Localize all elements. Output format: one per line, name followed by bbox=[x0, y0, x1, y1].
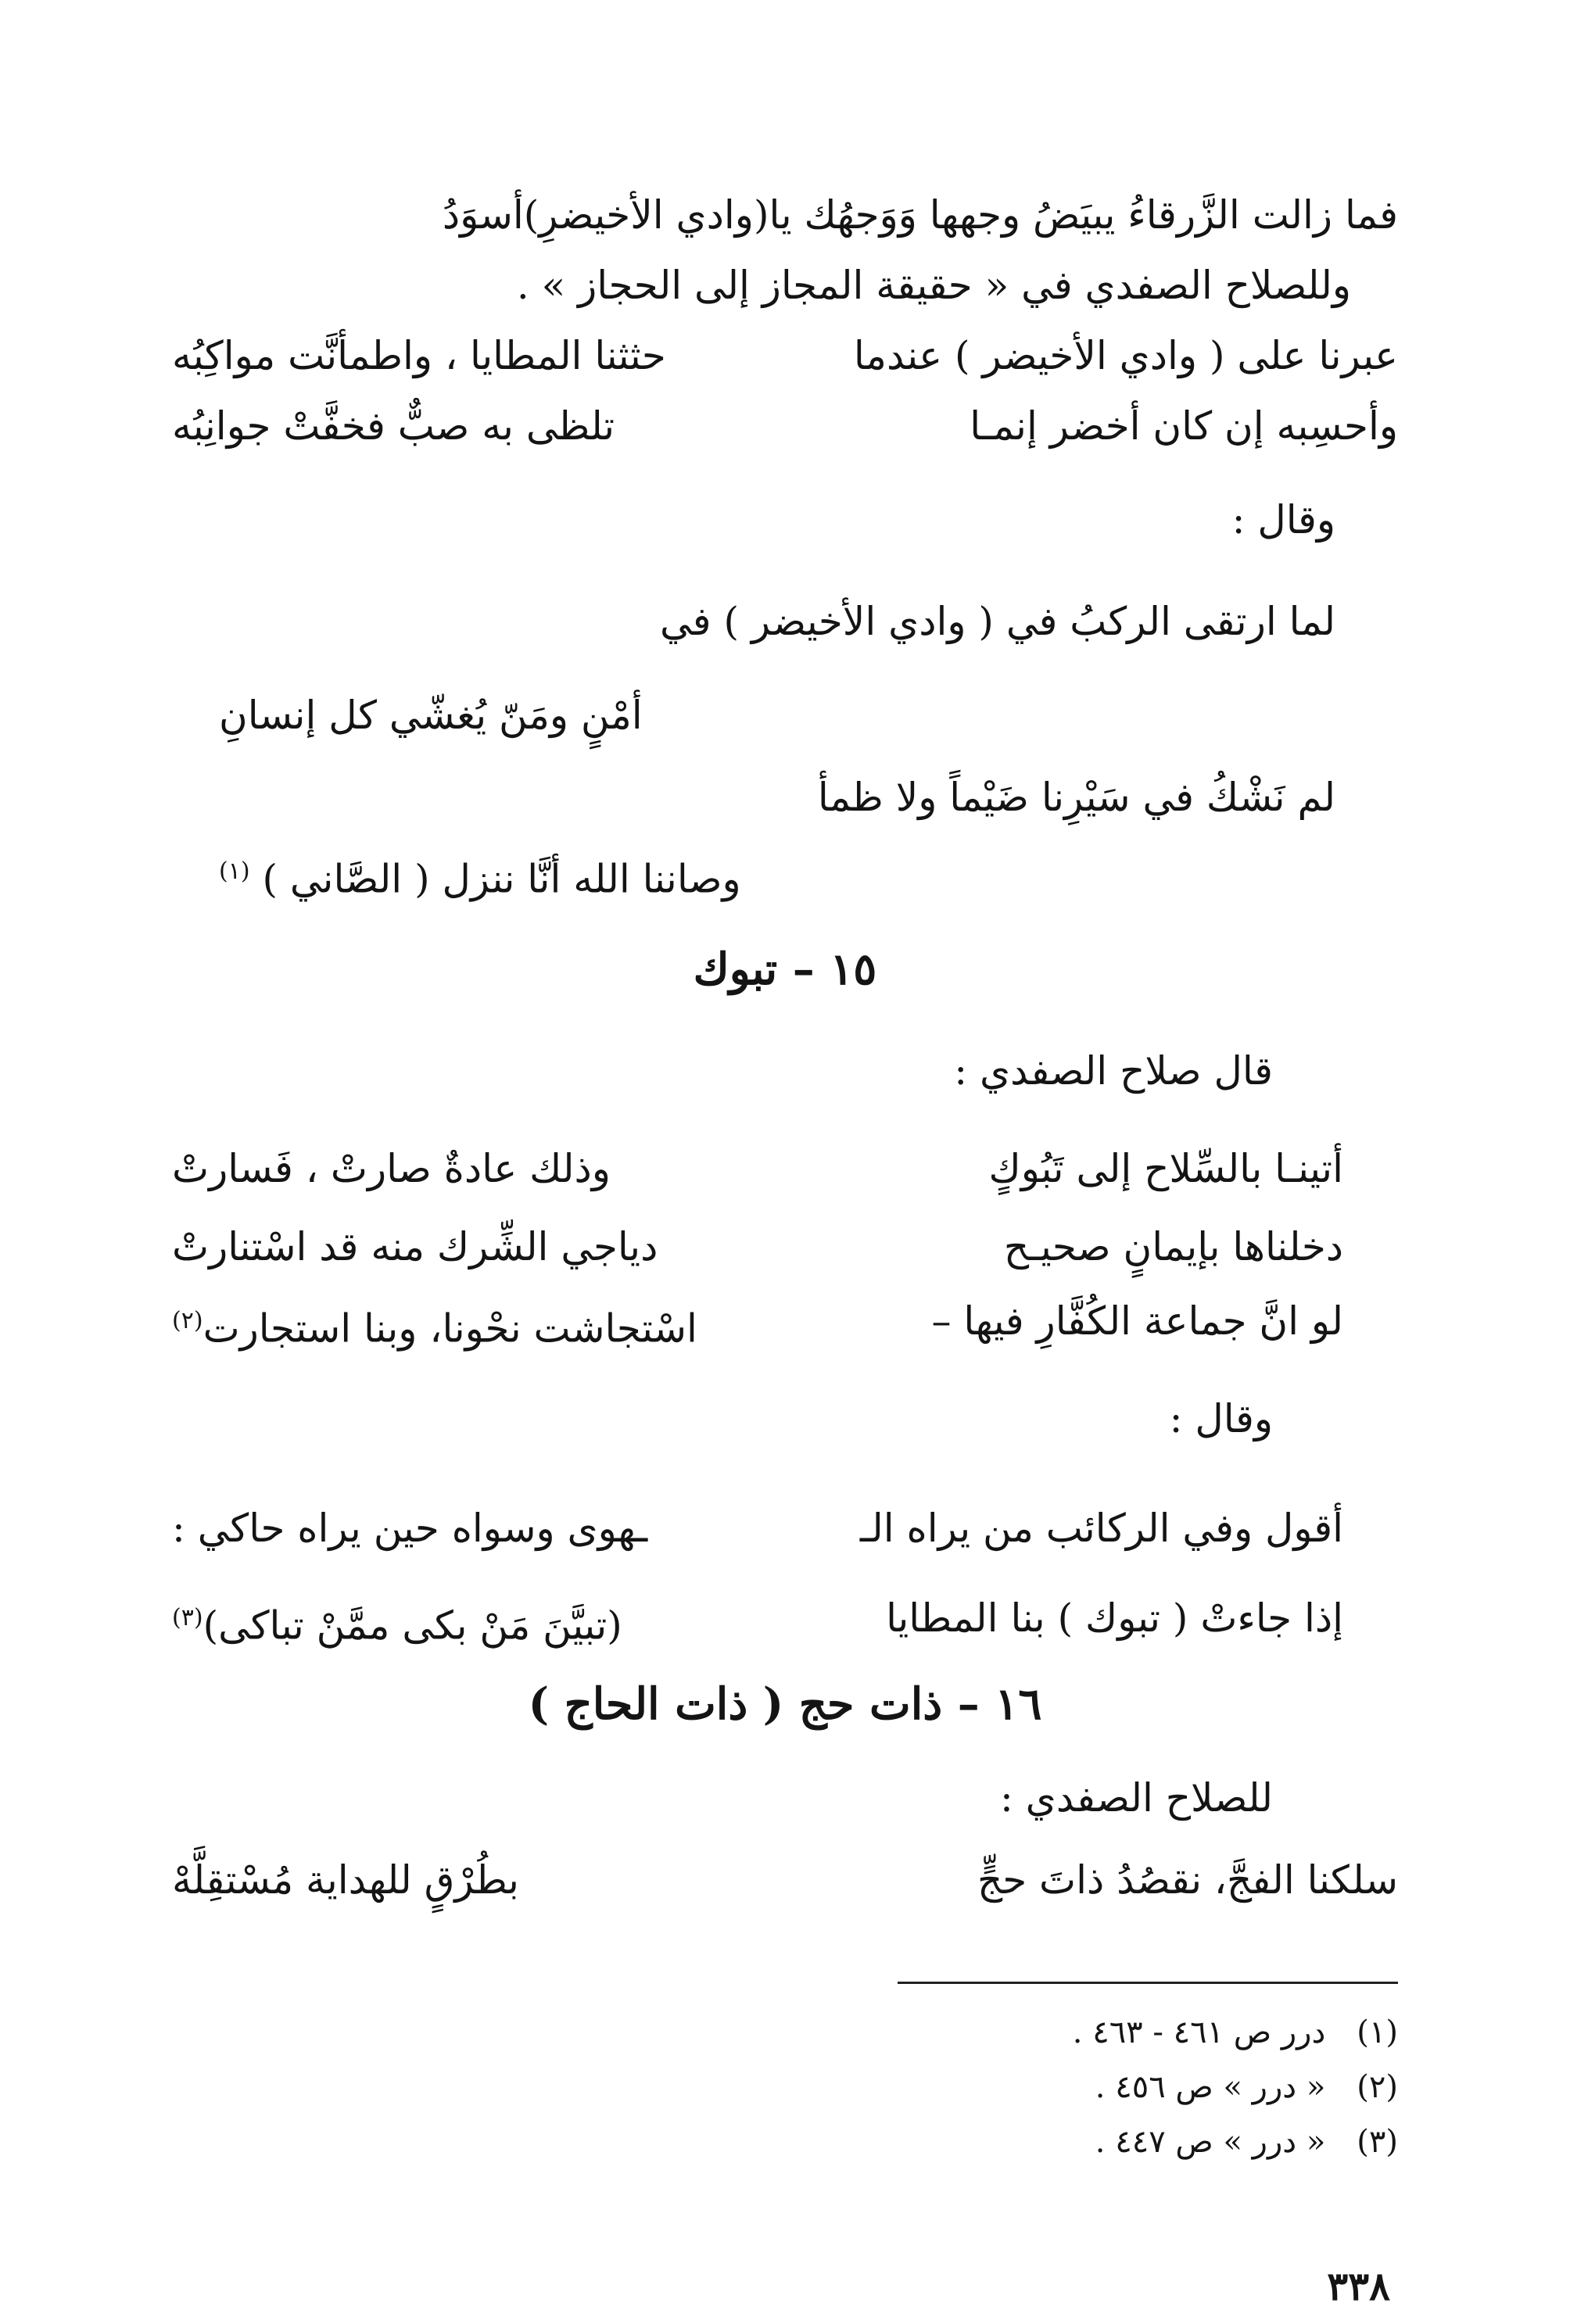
prose-line-safadi: وللصلاح الصفدي في « حقيقة المجاز إلى الحجاز » . bbox=[516, 263, 1351, 308]
section-15-heading: ١٥ – تبوك bbox=[693, 944, 877, 995]
hemistich-left: وذلك عادةٌ صارتْ ، فَسارتْ bbox=[172, 1146, 611, 1191]
s15b-verse-1 bbox=[172, 1501, 1398, 1556]
hemistich-left-text: (تبيَّنَ مَنْ بكى ممَّنْ تباكى) bbox=[203, 1602, 622, 1649]
footnote-ref-1: (١) bbox=[219, 858, 250, 885]
footnote-text: « درر » ص ٤٥٦ . bbox=[1095, 2069, 1326, 2105]
poem2-line-3: لم نَشْكُ في سَيْرِنا ضَيْماً ولا ظمأ bbox=[817, 775, 1335, 820]
footnote-1 bbox=[1073, 2009, 1398, 2056]
footnote-text: « درر » ص ٤٤٧ . bbox=[1095, 2124, 1326, 2160]
waqal-label-2: وقال : bbox=[1169, 1396, 1273, 1441]
poem1-verse-1 bbox=[172, 328, 1398, 383]
s15-verse-1 bbox=[172, 1141, 1398, 1196]
hemistich-right: سلكنا الفجَّ، نقصُدُ ذاتَ حجٍّ bbox=[977, 1857, 1398, 1903]
poem2-line-1: لما ارتقى الركبُ في ( وادي الأخيضر ) في bbox=[659, 599, 1335, 644]
footnote-number: (١) bbox=[1357, 2014, 1398, 2050]
footnote-3 bbox=[1095, 2118, 1398, 2165]
s15-verse-2 bbox=[172, 1219, 1398, 1274]
hemistich-right: عبرنا على ( وادي الأخيضر ) عندما bbox=[853, 333, 1398, 378]
hemistich-right: أتينـا بالسِّلاح إلى تَبُوكٍ bbox=[988, 1146, 1343, 1191]
section-15-intro: قال صلاح الصفدي : bbox=[954, 1048, 1273, 1094]
hemistich-left: حثثنا المطايا ، واطمأنَّت مواكِبُه bbox=[172, 333, 666, 378]
footnote-2 bbox=[1095, 2064, 1398, 2111]
page-number: ٣٣٨ bbox=[1327, 2263, 1390, 2309]
s16-verse-1 bbox=[172, 1853, 1398, 1907]
section-16-intro: للصلاح الصفدي : bbox=[999, 1775, 1273, 1821]
footnote-ref-3: (٣) bbox=[172, 1604, 203, 1631]
footnote-number: (٣) bbox=[1357, 2124, 1398, 2160]
hemistich-left-text: اسْتجاشت نحْونا، وبنا استجارت bbox=[203, 1305, 697, 1352]
poem2-line-4 bbox=[219, 844, 741, 907]
hemistich-left: تلظى به صبٌّ فخفَّتْ جوانِبُه bbox=[172, 403, 615, 449]
footnote-ref-2: (٢) bbox=[172, 1307, 203, 1334]
hemistich-right: إذا جاءتْ ( تبوك ) بنا المطايا bbox=[886, 1595, 1343, 1641]
hemistich-left: ـهوى وسواه حين يراه حاكي : bbox=[172, 1506, 648, 1551]
verse-line-1: فما زالت الزَّرقاءُ يبيَضُ وجهها وَوَجهُك يا(وادي الأخيضرِ)أسوَدُ bbox=[442, 192, 1398, 238]
footnote-text: درر ص ٤٦١ - ٤٦٣ . bbox=[1072, 2014, 1326, 2050]
hemistich-left bbox=[172, 1591, 622, 1653]
footnote-divider bbox=[898, 1982, 1398, 1984]
hemistich-right: وأحسِبه إن كان أخضر إنمـا bbox=[970, 403, 1398, 449]
hemistich-left: دياجي الشِّرك منه قد اسْتنارتْ bbox=[172, 1224, 658, 1269]
waqal-label: وقال : bbox=[1231, 497, 1335, 543]
hemistich-left: بطُرْقٍ للهداية مُسْتقِلَّهْ bbox=[172, 1857, 519, 1903]
footnote-number: (٢) bbox=[1357, 2069, 1398, 2105]
hemistich-right: دخلناها بإيمانٍ صحيـح bbox=[1003, 1224, 1343, 1269]
hemistich-right: لو انَّ جماعة الكُفَّارِ فيها – bbox=[931, 1298, 1343, 1344]
poem1-verse-2 bbox=[172, 399, 1398, 453]
poem2-line-2: أمْنٍ ومَنّ يُغشّي كل إنسانِ bbox=[219, 693, 643, 738]
hemistich-right: أقول وفي الركائب من يراه الـ bbox=[859, 1506, 1343, 1551]
s15b-verse-2 bbox=[172, 1591, 1398, 1649]
hemistich-left bbox=[172, 1294, 697, 1356]
s15-verse-3 bbox=[172, 1294, 1398, 1352]
poem2-line-4-text: وصاننا الله أنَّا ننزل ( الصَّاني ) bbox=[262, 856, 741, 902]
section-16-heading: ١٦ – ذات حج ( ذات الحاج ) bbox=[528, 1678, 1042, 1730]
